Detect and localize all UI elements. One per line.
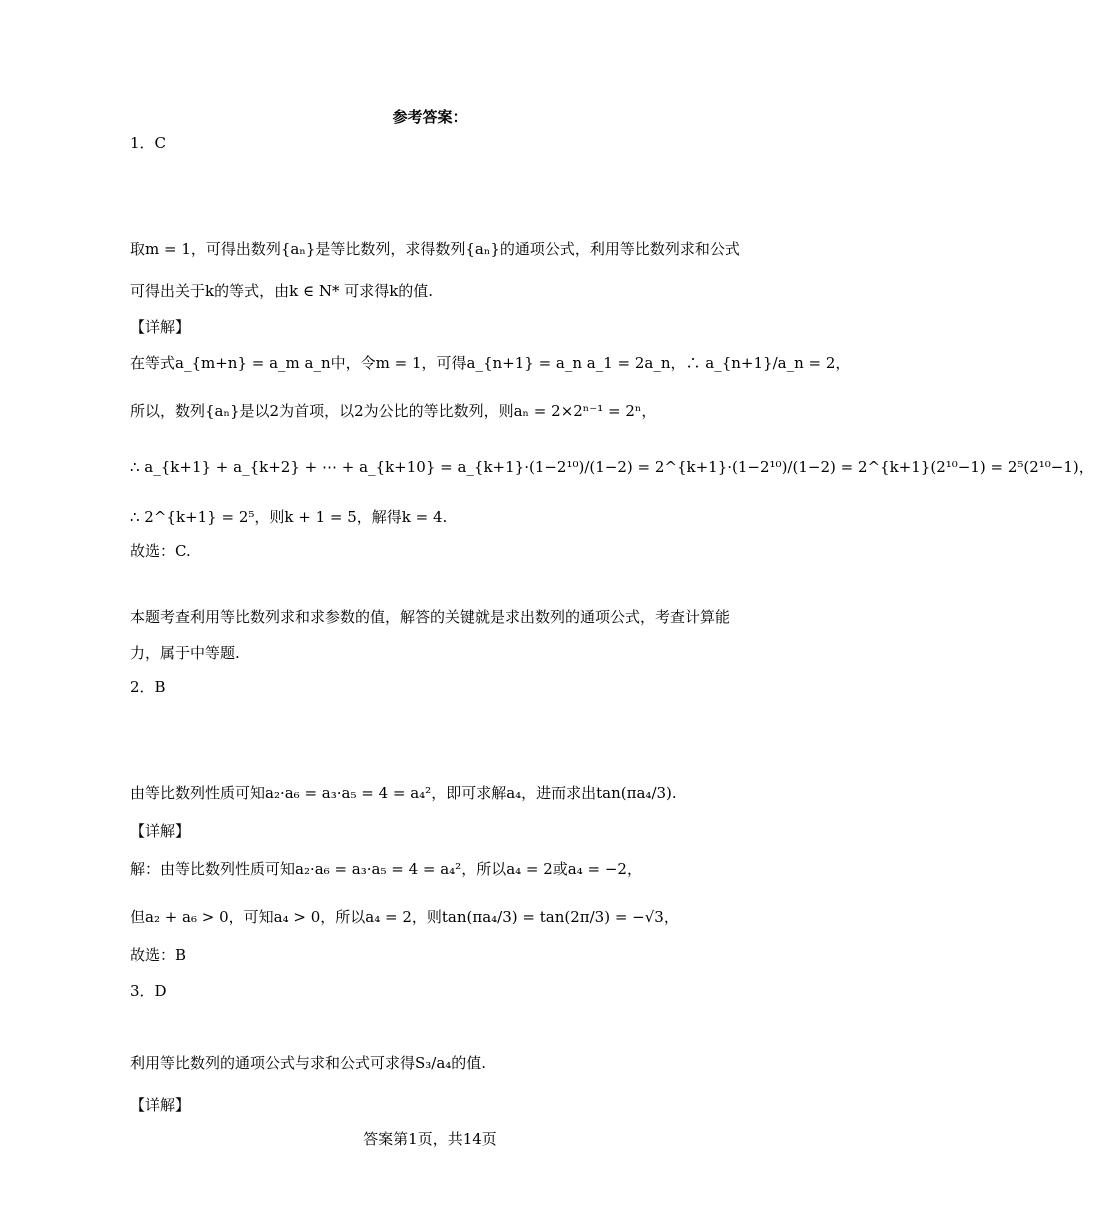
q2-detail-label: 【详解】 <box>130 822 191 840</box>
q3-answer: 3．D <box>130 982 167 1000</box>
q1-analysis-line2: 可得出关于k的等式，由k ∈ N* 可求得k的值. <box>130 282 434 300</box>
q1-detail-line3: ∴ a_{k+1} + a_{k+2} + ⋯ + a_{k+10} = a_{k+1}·(1−2¹⁰)/(1−2) = 2^{k+1}·(1−2¹⁰)/(1−2) = 2^{k+1}(2¹⁰−1) = 2⁵(2¹⁰−1)， <box>130 458 1094 476</box>
q1-detail-line2: 所以，数列{aₙ}是以2为首项，以2为公比的等比数列，则aₙ = 2×2ⁿ⁻¹ = 2ⁿ， <box>130 402 657 420</box>
q1-detail-line4: ∴ 2^{k+1} = 2⁵，则k + 1 = 5，解得k = 4. <box>130 508 448 526</box>
q2-answer: 2．B <box>130 678 166 696</box>
q1-detail-label: 【详解】 <box>130 318 191 336</box>
q2-analysis-line1: 由等比数列性质可知a₂·a₆ = a₃·a₅ = 4 = a₄²，即可求解a₄，进而求出tan(πa₄/3). <box>130 784 677 802</box>
q1-detail-line1: 在等式a_{m+n} = a_m a_n中，令m = 1，可得a_{n+1} = a_n a_1 = 2a_n，∴ a_{n+1}/a_n = 2， <box>130 354 851 372</box>
q2-detail-line2: 但a₂ + a₆ > 0，可知a₄ > 0，所以a₄ = 2，则tan(πa₄/3) = tan(2π/3) = −√3， <box>130 908 679 926</box>
page-footer: 答案第1页，共14页 <box>363 1130 497 1148</box>
q1-analysis-line1: 取m = 1，可得出数列{aₙ}是等比数列，求得数列{aₙ}的通项公式，利用等比数列求和公式 <box>130 240 740 258</box>
q1-answer: 1．C <box>130 134 167 152</box>
q1-choose: 故选：C. <box>130 542 191 560</box>
q3-analysis-line1: 利用等比数列的通项公式与求和公式可求得S₃/a₄的值. <box>130 1054 487 1072</box>
q2-detail-line1: 解：由等比数列性质可知a₂·a₆ = a₃·a₅ = 4 = a₄²，所以a₄ = 2或a₄ = −2， <box>130 860 642 878</box>
page-title: 参考答案： <box>392 108 468 126</box>
q1-comment-line1: 本题考查利用等比数列求和求参数的值，解答的关键就是求出数列的通项公式，考查计算能 <box>130 608 731 626</box>
q3-detail-label: 【详解】 <box>130 1096 191 1114</box>
q1-comment-line2: 力，属于中等题. <box>130 644 240 662</box>
q2-choose: 故选：B <box>130 946 187 964</box>
